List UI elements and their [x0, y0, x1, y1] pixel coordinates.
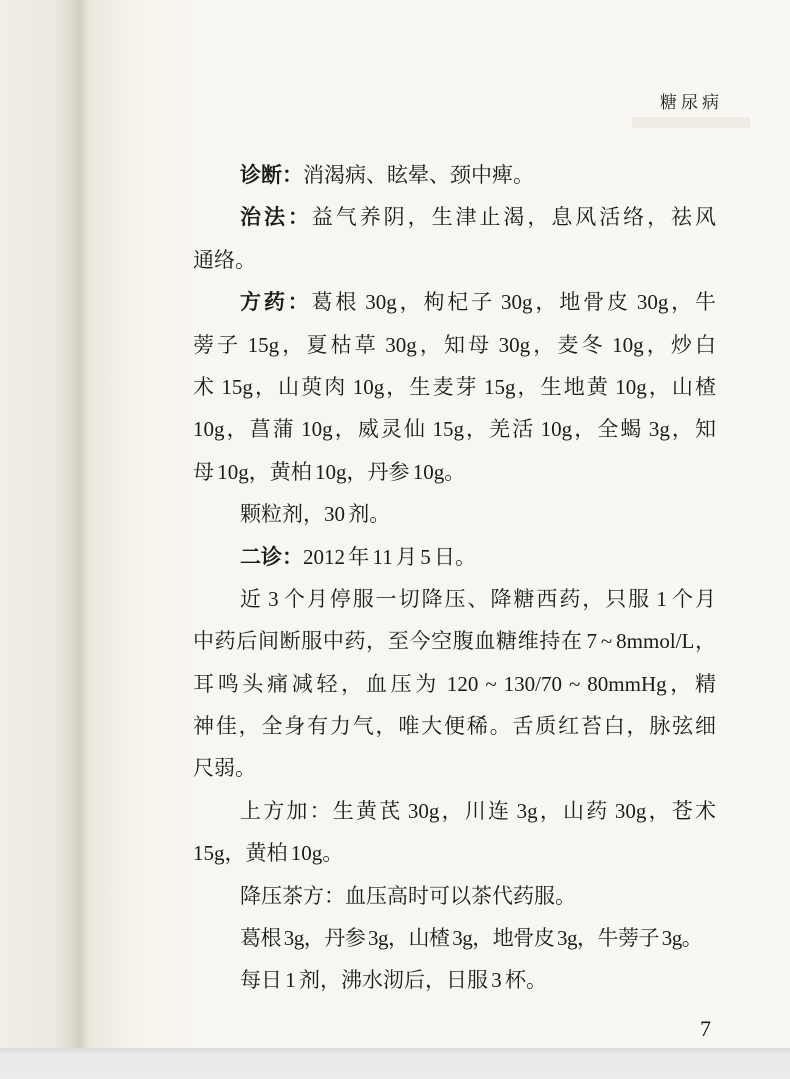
text-line	[193, 959, 716, 1001]
page-bottom-edge	[0, 1048, 790, 1079]
line-text: 葛根 3g，丹参 3g，山楂 3g，地骨皮 3g，牛蒡子 3g。	[240, 926, 703, 951]
line-text: 耳鸣头痛减轻，血压为 120 ~ 130/70 ~ 80mmHg，精	[193, 671, 716, 696]
text-line	[193, 578, 716, 620]
text-line	[193, 832, 716, 874]
line-text: 尺弱。	[193, 756, 256, 781]
line-text: 母 10g，黄柏 10g，丹参 10g。	[193, 459, 466, 484]
bold-label: 治法：	[240, 206, 312, 230]
line-text: 降压茶方：血压高时可以茶代药服。	[240, 883, 576, 908]
text-line	[193, 324, 716, 366]
line-text: 益气养阴，生津止渴，息风活络，祛风	[311, 205, 717, 230]
bold-label: 诊断：	[240, 164, 303, 187]
text-line	[193, 196, 716, 238]
running-header: 糖尿病	[660, 93, 723, 112]
line-text: 近 3 个月停服一切降压、降糖西药，只服 1 个月	[240, 586, 716, 611]
text-line	[193, 493, 716, 535]
text-line	[193, 620, 716, 662]
line-text: 2012 年 11 月 5 日。	[303, 544, 476, 569]
line-text: 中药后间断服中药，至今空腹血糖维持在 7 ~ 8mmol/L，	[193, 629, 716, 654]
text-line	[193, 875, 716, 917]
line-text: 消渴病、眩晕、颈中痺。	[303, 163, 534, 187]
line-text: 神佳，全身有力气，唯大便稀。舌质红苔白，脉弦细	[193, 714, 716, 739]
bold-label: 方药：	[240, 291, 312, 315]
text-line	[193, 663, 716, 705]
text-line	[193, 154, 716, 196]
line-text: 每日 1 剂，沸水沏后，日服 3 杯。	[240, 968, 547, 993]
text-line	[193, 408, 716, 450]
line-text: 15g，黄柏 10g。	[193, 841, 344, 866]
page-number: 7	[700, 1016, 711, 1041]
text-line	[193, 281, 716, 323]
line-text: 10g，菖蒲 10g，威灵仙 15g，羌活 10g，全蝎 3g，知	[193, 417, 716, 442]
line-text: 上方加：生黄芪 30g，川连 3g，山药 30g，苍术	[240, 798, 716, 823]
bold-label: 二诊：	[240, 545, 303, 569]
line-text: 通络。	[193, 247, 256, 272]
text-line	[193, 239, 716, 281]
line-text: 术 15g，山萸肉 10g，生麦芽 15g，生地黄 10g，山楂	[193, 374, 716, 399]
text-line	[193, 366, 716, 408]
text-line	[193, 536, 716, 578]
line-text: 颗粒剂，30 剂。	[240, 502, 391, 527]
body-text	[193, 154, 716, 1002]
text-line	[193, 451, 716, 493]
line-text: 葛根 30g，枸杞子 30g，地骨皮 30g，牛	[311, 290, 717, 315]
text-line	[193, 705, 716, 747]
line-text: 蒡子 15g，夏枯草 30g，知母 30g，麦冬 10g，炒白	[193, 332, 716, 357]
text-line	[193, 747, 716, 789]
header-rule	[632, 117, 750, 128]
text-line	[193, 917, 716, 959]
text-line	[193, 790, 716, 832]
